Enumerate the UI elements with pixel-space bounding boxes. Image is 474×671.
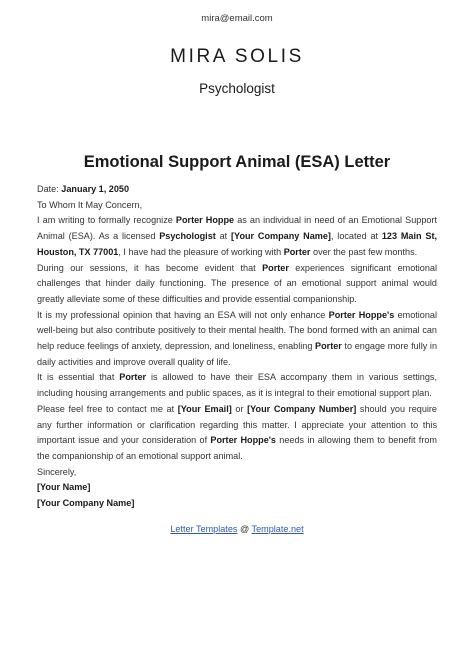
emphasis: Porter [283,246,311,257]
signature-company-text: [Your Company Name] [37,498,135,509]
emphasis: [Your Company Number] [247,403,357,414]
paragraph-1 [37,213,437,260]
text: , located at [330,231,382,242]
text: at [215,231,232,242]
text: should you require any further information or clarification regarding this matter. I appreciate your attention to this important issue and your consideration of [37,403,437,446]
letter-templates-link[interactable]: Letter Templates [170,524,238,534]
header-role: Psychologist [199,81,275,96]
signature-company [37,496,437,512]
emphasis: Porter Hoppe's [210,435,276,446]
emphasis: Porter [315,341,342,352]
salutation: To Whom It May Concern, [37,199,143,210]
text: is allowed to have their ESA accompany them in various settings, including housing arrangements and public spaces, as it is integral to their emotional support plan. [37,372,437,399]
text: During our sessions, it has become evident that [37,262,263,273]
paragraph-2 [37,261,437,308]
text: I am writing to formally recognize [37,215,176,226]
emphasis: Porter [262,262,289,273]
text: It is my professional opinion that having an ESA will not only enhance [37,309,329,320]
text: or [231,403,248,414]
letter-body [37,182,437,512]
text: It is essential that [37,372,120,383]
text: needs in allowing them to benefit from the companionship of an emotional support animal. [37,435,437,461]
emphasis: 123 Main St, Houston, TX 77001 [37,231,437,257]
date-value: January 1, 2050 [61,184,130,194]
emphasis: Porter Hoppe [175,215,235,226]
text: experiences significant emotional challenges that hinder daily functioning. The presence of an emotional support animal would greatly alleviate some of these difficulties and provide essential companionship. [37,262,437,304]
text: , I have had the pleasure of working with [118,246,284,257]
emphasis: Porter Hoppe's [328,309,395,320]
emphasis: Porter [119,372,147,383]
letter-title: Emotional Support Animal (ESA) Letter [83,153,391,171]
text: over the past few months. [310,246,418,257]
emphasis: [Your Email] [177,403,232,414]
signature-name-text: [Your Name] [37,482,91,493]
emphasis: [Your Company Name] [231,231,331,242]
signature-name [37,480,437,496]
closing: Sincerely, [37,466,77,477]
header-email: mira@email.com [201,13,273,24]
date-label: Date: [37,184,59,194]
date-line [37,182,437,198]
paragraph-3 [37,308,437,371]
paragraph-4 [37,370,437,401]
template-net-link[interactable]: Template.net [251,524,304,534]
emphasis: Psychologist [159,231,216,242]
paragraph-5 [37,402,437,465]
footer-separator: @ [237,524,252,534]
text: as an individual in need of an Emotional Support Animal (ESA). As a licensed [37,215,437,242]
footer [0,524,474,534]
text: emotional well-being but also contribute positively to their mental health. The bond formed with an animal can help reduce feelings of anxiety, depression, and loneliness, enabling [37,309,437,352]
header-name: MIRA SOLIS [170,46,304,67]
text: to engage more fully in daily activities and improve overall quality of life. [37,341,437,367]
text: Please feel free to contact me at [37,403,178,414]
